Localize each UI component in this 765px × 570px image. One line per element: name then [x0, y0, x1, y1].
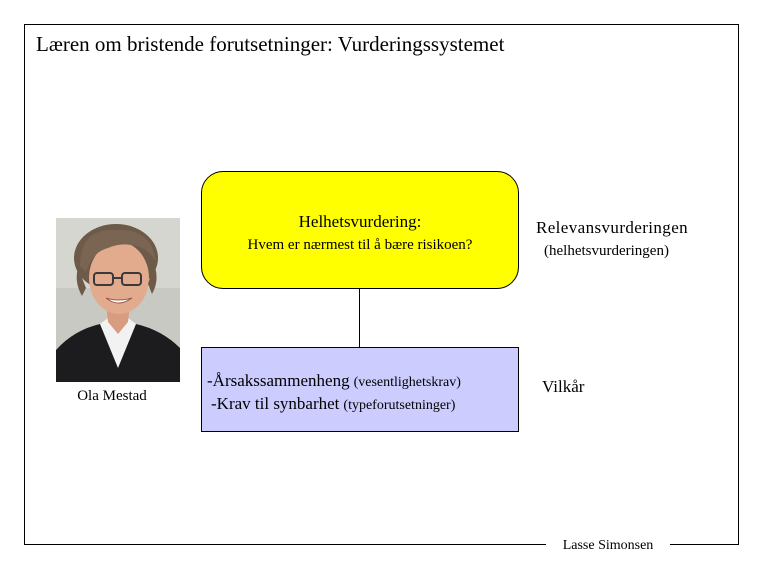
visibility-note: (typeforutsetninger): [343, 398, 456, 413]
footer-author: Lasse Simonsen: [546, 537, 670, 555]
holistic-label: (helhetsvurderingen): [544, 243, 669, 259]
causation-text: -Årsakssammenheng: [207, 371, 350, 390]
conditions-box: [201, 347, 519, 432]
causation-note: (vesentlighetskrav): [353, 375, 461, 390]
slide-title: Læren om bristende forutsetninger: Vurderingssystemet: [36, 32, 505, 56]
helhetsvurdering-heading: Helhetsvurdering:: [298, 212, 422, 231]
risk-question: Hvem er nærmest til å bære risikoen?: [247, 237, 473, 253]
connector-line: [359, 289, 360, 347]
photo-caption: Ola Mestad: [77, 388, 147, 404]
condition-causation: [207, 371, 461, 391]
helhetsvurdering-box: [201, 171, 519, 289]
relevance-label: Relevansvurderingen: [536, 218, 689, 237]
portrait-photo: [56, 218, 180, 382]
conditions-label: Vilkår: [542, 377, 585, 396]
visibility-text: -Krav til synbarhet: [211, 394, 340, 413]
condition-visibility: [211, 394, 455, 414]
